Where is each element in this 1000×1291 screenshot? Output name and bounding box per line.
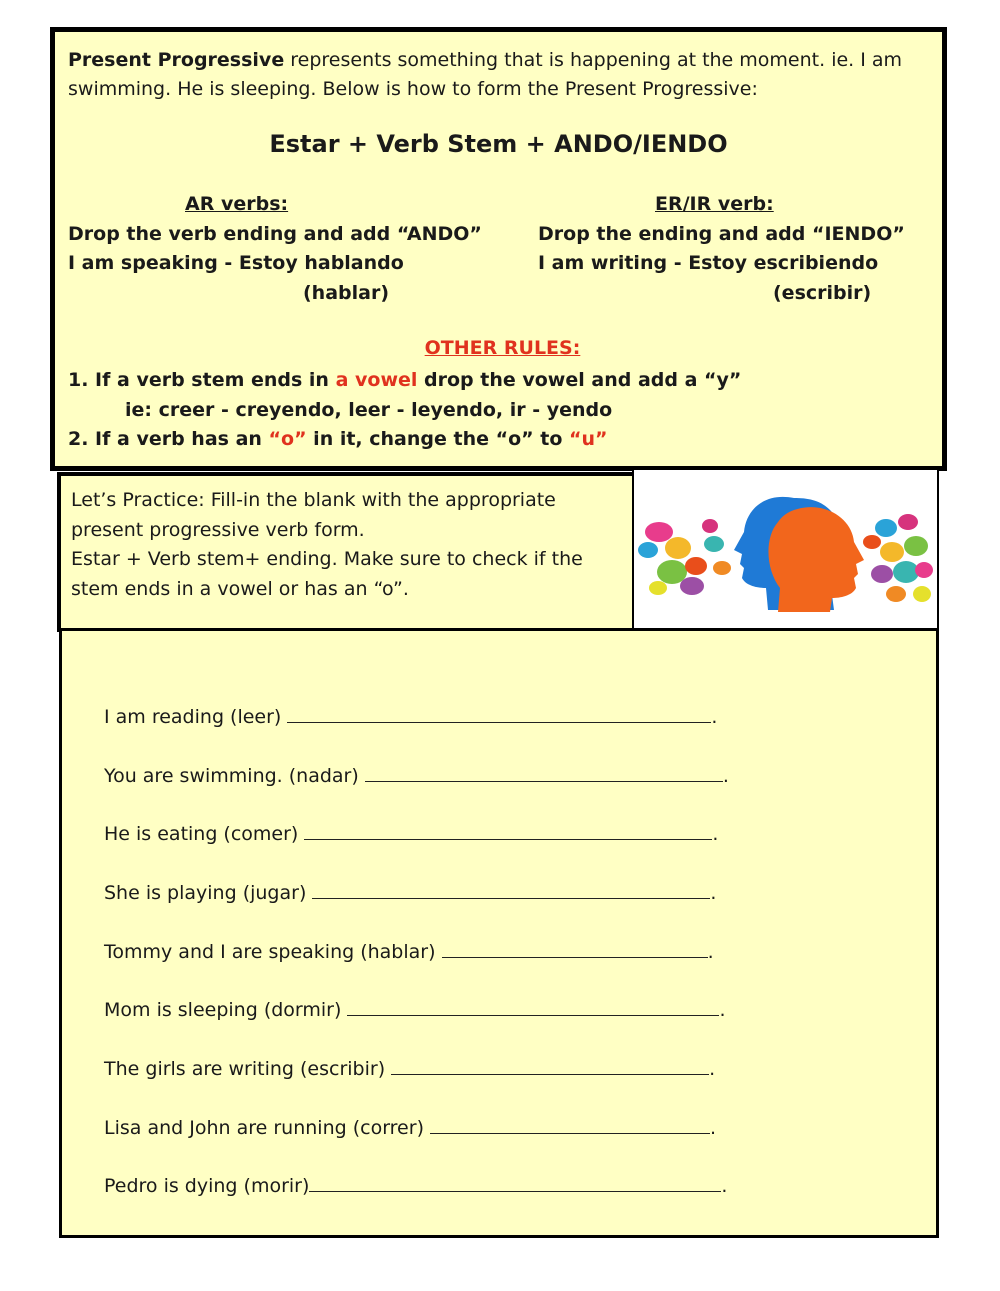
er-infinitive: (escribir) — [773, 281, 872, 304]
exercise-item: She is playing (jugar) . — [104, 878, 716, 904]
other-rules-list — [68, 366, 741, 455]
ar-rule: Drop the verb ending and add “ANDO” — [68, 222, 482, 245]
ar-example: I am speaking - Estoy hablando — [68, 252, 404, 274]
exercise-item: Lisa and John are running (correr) . — [104, 1113, 716, 1139]
ar-infinitive: (hablar) — [303, 281, 390, 304]
exercise-item: You are swimming. (nadar) . — [104, 761, 729, 787]
exercise-prompt: He is eating (comer) — [104, 823, 305, 845]
speaking-heads-image — [632, 468, 939, 631]
rule-1-example: ie: creer - creyendo, leer - leyendo, ir - yendo — [125, 398, 613, 421]
exercise-item: Mom is sleeping (dormir) . — [104, 995, 726, 1021]
exercise-prompt: Tommy and I are speaking (hablar) — [104, 941, 442, 963]
orange-head-icon — [768, 507, 864, 612]
intro-text-1: represents something that is happening at the moment. ie. I am — [284, 49, 903, 71]
practice-line-1: Let’s Practice: Fill-in the blank with the appropriate — [71, 489, 556, 511]
exercise-item: The girls are writing (escribir) . — [104, 1054, 715, 1080]
rule-1: 1. If a verb stem ends in a vowel drop the vowel and add a “y” — [68, 369, 742, 391]
ar-title: AR verbs: — [185, 193, 289, 215]
intro-text-2: swimming. He is sleeping. Below is how to form the Present Progressive: — [68, 78, 758, 100]
exercise-prompt: You are swimming. (nadar) — [104, 765, 365, 787]
formula-heading: Estar + Verb Stem + ANDO/IENDO — [269, 130, 728, 158]
answer-blank[interactable] — [304, 819, 712, 840]
exercise-prompt: Mom is sleeping (dormir) — [104, 999, 348, 1021]
answer-blank[interactable] — [309, 1171, 721, 1192]
exercise-prompt: Lisa and John are running (correr) — [104, 1117, 431, 1139]
other-rules-title: OTHER RULES: — [424, 337, 581, 359]
grammar-panel — [50, 27, 947, 471]
exercise-item: Pedro is dying (morir) . — [104, 1171, 727, 1197]
practice-line-2: present progressive verb form. — [71, 518, 365, 541]
practice-line-4: stem ends in a vowel or has an “o”. — [71, 577, 409, 600]
answer-blank[interactable] — [391, 1054, 709, 1075]
er-title: ER/IR verb: — [655, 193, 774, 215]
er-example: I am writing - Estoy escribiendo — [538, 252, 879, 274]
er-ir-verbs-column — [538, 190, 905, 308]
exercise-item: He is eating (comer) . — [104, 819, 718, 845]
practice-instructions — [57, 472, 639, 632]
exercise-prompt: I am reading (leer) — [104, 706, 288, 728]
left-speech-swirls-icon — [638, 519, 731, 595]
answer-blank[interactable] — [347, 995, 719, 1016]
exercise-prompt: She is playing (jugar) — [104, 882, 313, 904]
answer-blank[interactable] — [365, 761, 723, 782]
exercise-panel — [59, 628, 939, 1238]
rule-2: 2. If a verb has an “o” in it, change the “o” to “u” — [68, 428, 608, 450]
ar-verbs-column — [68, 190, 482, 308]
answer-blank[interactable] — [287, 702, 711, 723]
exercise-item: I am reading (leer) . — [104, 702, 717, 728]
speaking-heads-illustration — [634, 470, 937, 629]
intro-paragraph — [68, 46, 938, 104]
answer-blank[interactable] — [442, 937, 708, 958]
exercise-prompt: The girls are writing (escribir) — [104, 1058, 392, 1080]
answer-blank[interactable] — [312, 878, 710, 899]
answer-blank[interactable] — [430, 1113, 710, 1134]
exercise-prompt: Pedro is dying (morir) — [104, 1175, 310, 1197]
intro-term: Present Progressive — [68, 49, 285, 71]
er-rule: Drop the ending and add “IENDO” — [538, 222, 905, 245]
exercise-item: Tommy and I are speaking (hablar) . — [104, 937, 714, 963]
practice-line-3: Estar + Verb stem+ ending. Make sure to check if the — [71, 548, 583, 570]
right-speech-swirls-icon — [863, 514, 933, 602]
